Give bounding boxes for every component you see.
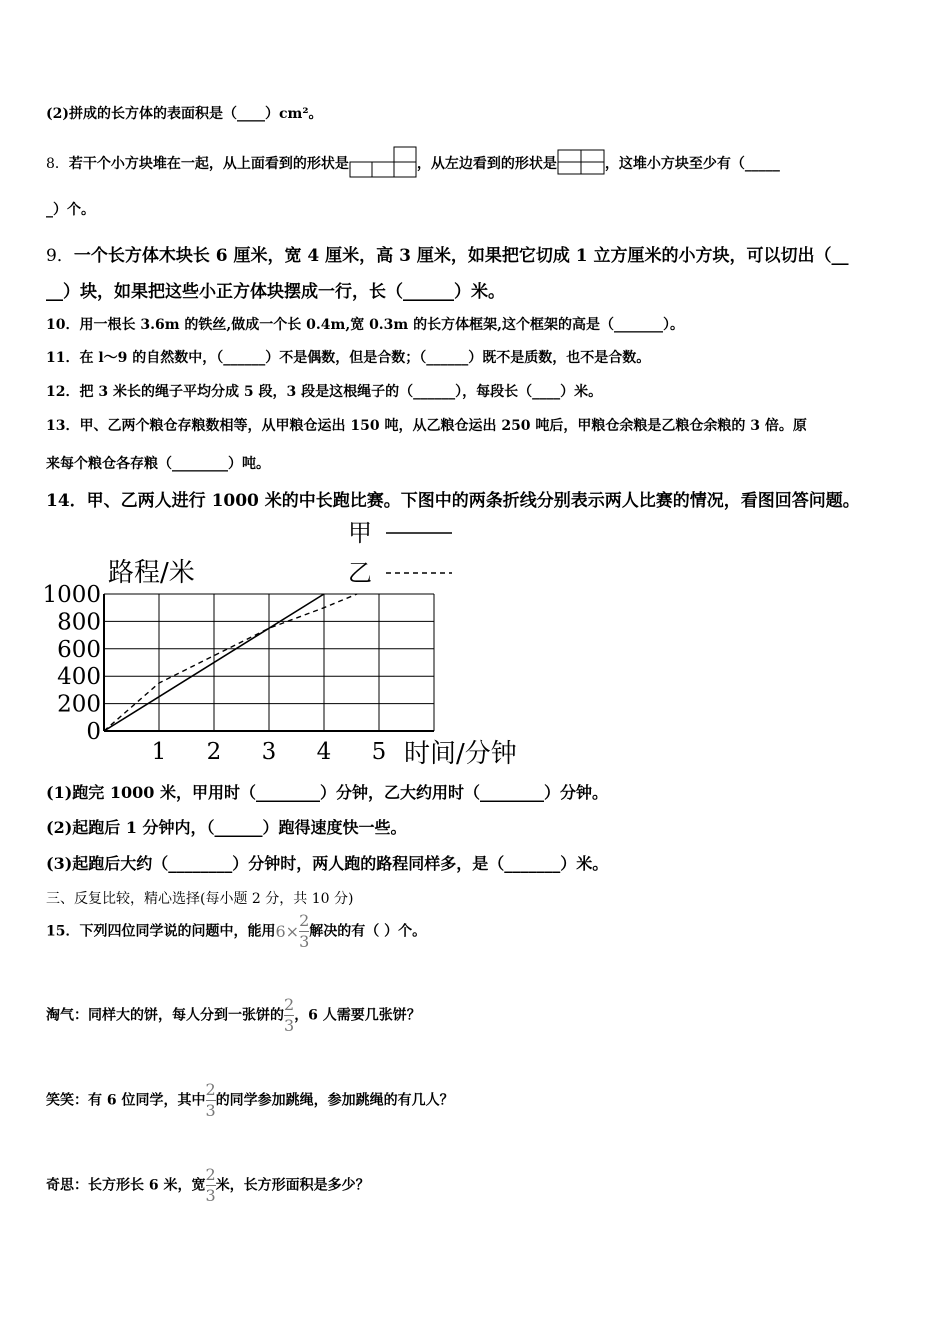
y-tick-label: 1000 (42, 582, 101, 608)
y-tick-label: 800 (57, 609, 101, 636)
race-line-chart (40, 515, 530, 770)
q9-text-a: 一个长方体木块长 6 厘米，宽 4 厘米，高 3 厘米，如果把它切成 1 立方厘米的小方块，可以切出（__ (73, 246, 849, 266)
q7-part2: (2)拼成的长方体的表面积是（____）cm²。 (46, 106, 323, 122)
q15-text-a: 15．下列四位同学说的问题中，能用 (46, 923, 276, 940)
x-tick-label: 1 (151, 739, 167, 765)
chart-series (104, 594, 357, 731)
fraction-two-thirds (206, 1081, 216, 1120)
fraction-numerator: 2 (205, 1080, 216, 1099)
fraction-numerator: 2 (205, 1165, 216, 1184)
q14-part1: (1)跑完 1000 米，甲用时（________）分钟，乙大约用时（________）分钟。 (46, 783, 608, 802)
opt1-text-b: ，6 人需要几张饼？ (294, 1007, 421, 1024)
q8-continuation: _）个。 (46, 202, 95, 218)
q8-text-c: ，这堆小方块至少有（_____ (604, 156, 780, 172)
question-10: 10．用一根长 3.6m 的铁丝,做成一个长 0.4m,宽 0.3m 的长方体框架,这个框架的高是（_______）。 (46, 317, 684, 333)
fraction-denominator: 3 (205, 1101, 216, 1120)
q14-part3: (3)起跑后大约（________）分钟时，两人跑的路程同样多，是（_______）米。 (46, 854, 609, 873)
q8-text-a: 若干个小方块堆在一起，从上面看到的形状是 (68, 156, 349, 172)
q15-text-b: 解决的有（ ）个。 (309, 923, 427, 940)
fraction-denominator: 3 (299, 932, 310, 951)
top-view-figure (349, 145, 417, 183)
question-13: 13．甲、乙两个粮仓存粮数相等，从甲粮仓运出 150 吨，从乙粮仓运出 250 吨后，甲粮仓余粮是乙粮仓余粮的 3 倍。原 (46, 418, 807, 434)
y-tick-label: 600 (57, 636, 101, 663)
fraction-two-thirds (206, 1166, 216, 1205)
opt2-text-b: 的同学参加跳绳，参加跳绳的有几人？ (215, 1092, 454, 1109)
left-view-figure (557, 148, 605, 180)
fraction-two-thirds (299, 912, 309, 951)
section-3-heading: 三、反复比较，精心选择(每小题 2 分，共 10 分) (46, 891, 354, 907)
fraction-numerator: 2 (299, 911, 310, 930)
legend-label: 乙 (348, 559, 372, 587)
question-11: 11．在 l～9 的自然数中，（______）不是偶数，但是合数；（______）既不是质数，也不是合数。 (46, 350, 651, 366)
q14-part2: (2)起跑后 1 分钟内，（______）跑得速度快一些。 (46, 818, 407, 837)
fraction-two-thirds (284, 996, 294, 1035)
series-line-yi (104, 594, 357, 731)
q8-number: 8． (46, 156, 69, 172)
legend-label: 甲 (348, 519, 372, 547)
fraction-denominator: 3 (284, 1016, 295, 1035)
opt3-text-b: 米，长方形面积是多少？ (215, 1177, 370, 1194)
opt1-text-a: 淘气：同样大的饼，每人分到一张饼的 (46, 1007, 284, 1024)
y-tick-label: 200 (57, 691, 101, 718)
x-tick-label: 2 (206, 739, 222, 765)
question-12: 12．把 3 米长的绳子平均分成 5 段，3 段是这根绳子的（______），每段长（____）米。 (46, 384, 603, 400)
question-15 (46, 912, 426, 951)
q15-six: 6 (275, 922, 286, 941)
option-xiaoxiao (46, 1081, 454, 1120)
q13-continuation: 来每个粮仓各存粮（________）吨。 (46, 456, 270, 472)
fraction-numerator: 2 (284, 995, 295, 1014)
option-taoqi (46, 996, 421, 1035)
q9-number: 9． (46, 246, 74, 266)
y-tick-label: 0 (86, 719, 101, 745)
question-9 (46, 241, 849, 266)
x-tick-label: 3 (261, 739, 277, 765)
chart-x-axis-label: 时间/分钟 (404, 739, 517, 769)
opt3-text-a: 奇思：长方形长 6 米，宽 (46, 1177, 206, 1194)
opt2-text-a: 笑笑：有 6 位同学，其中 (46, 1092, 206, 1109)
question-8 (46, 145, 780, 183)
x-tick-label: 5 (371, 739, 387, 765)
chart-legend (348, 519, 452, 587)
fraction-denominator: 3 (205, 1186, 216, 1205)
chart-y-axis-label: 路程/米 (108, 558, 195, 588)
chart-grid (104, 594, 434, 731)
x-tick-label: 4 (316, 739, 332, 765)
option-qisi (46, 1166, 370, 1205)
q9-continuation: __）块，如果把这些小正方体块摆成一行，长（______）米。 (46, 282, 505, 302)
y-tick-label: 400 (57, 664, 101, 691)
q8-text-b: ，从左边看到的形状是 (416, 156, 557, 172)
times-sign: × (285, 922, 300, 941)
question-14: 14．甲、乙两人进行 1000 米的中长跑比赛。下图中的两条折线分别表示两人比赛的情况，看图回答问题。 (46, 491, 860, 511)
